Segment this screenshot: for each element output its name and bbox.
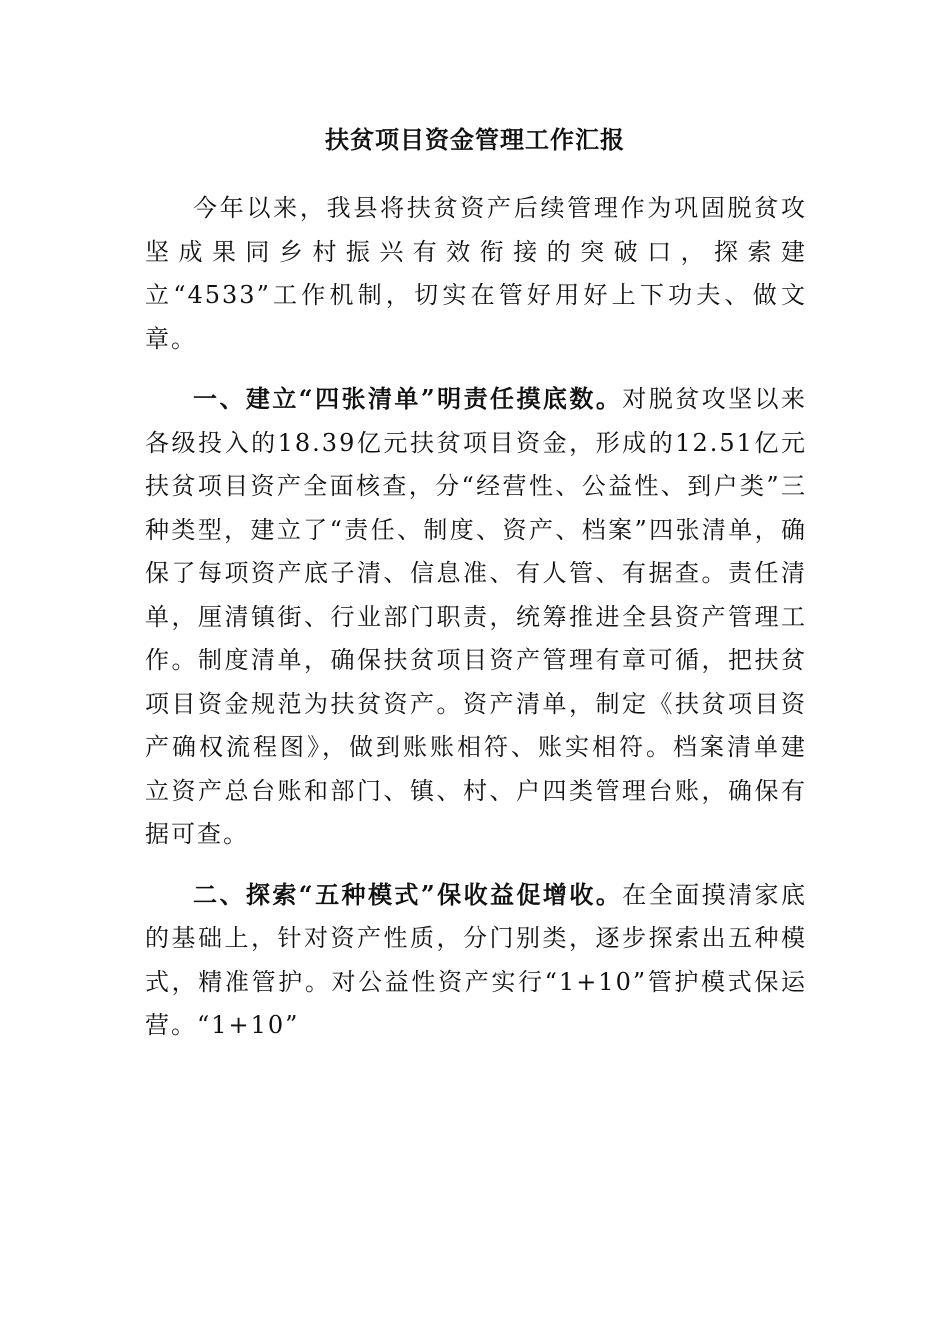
- paragraph-section-1: [145, 377, 807, 857]
- paragraph-text: 今年以来，我县将扶贫资产后续管理作为巩固脱贫攻坚成果同乡村振兴有效衔接的突破口，探索建立“4533”工作机制，切实在管好用好上下功夫、做文章。: [145, 194, 807, 353]
- paragraph-text: 在全面摸清家底的基础上，针对资产性质，分门别类，逐步探索出五种模式，精准管护。对公益性资产实行“1+10”管护模式保运营。“1+10”: [145, 880, 808, 1039]
- document-body: [145, 186, 807, 1064]
- paragraph-intro: [145, 186, 807, 361]
- paragraph-lead: 二、探索“五种模式”保收益促增收。: [193, 879, 623, 909]
- paragraph-text: 对脱贫攻坚以来各级投入的18.39亿元扶贫项目资金，形成的12.51亿元扶贫项目资产全面核查，分“经营性、公益性、到户类”三种类型，建立了“责任、制度、资产、档案”四张清单，确保了每项资产底子清、信息准、有人管、有据查。责任清单，厘清镇街、行业部门职责，统筹推进全县资产管理工作。制度清单，确保扶贫项目资产管理有章可循，把扶贫项目资金规范为扶贫资产。资产清单，制定《扶贫项目资产确权流程图》，做到账账相符、账实相符。档案清单建立资产总台账和部门、镇、村、户四类管理台账，确保有据可查。: [145, 385, 808, 848]
- document-title: 扶贫项目资金管理工作汇报: [325, 125, 625, 154]
- paragraph-lead: 一、建立“四张清单”明责任摸底数。: [193, 384, 623, 413]
- paragraph-section-2: [145, 873, 807, 1048]
